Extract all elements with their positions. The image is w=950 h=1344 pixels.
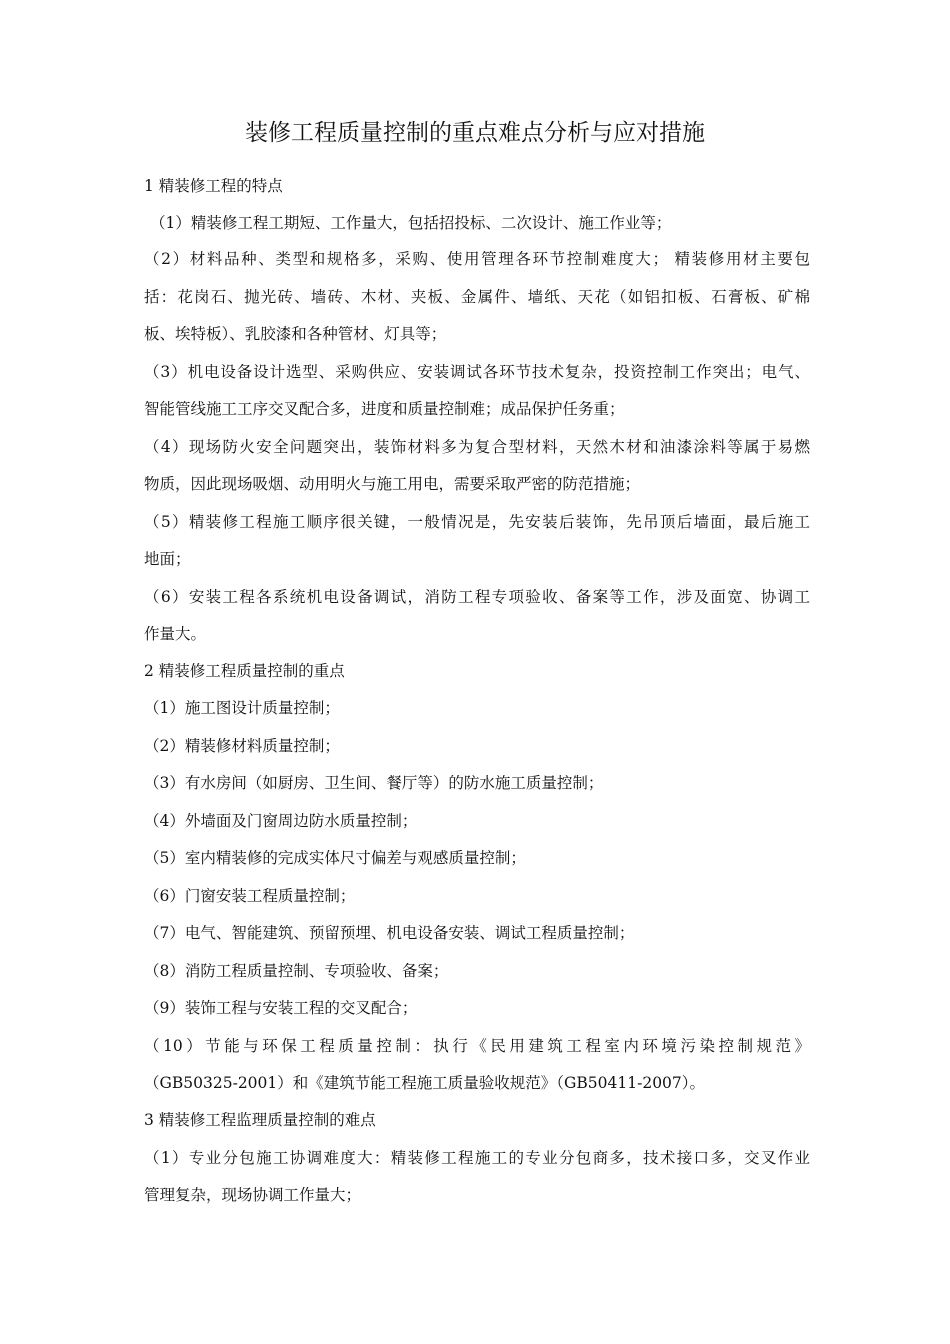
section-3-heading: 3 精装修工程监理质量控制的难点 — [144, 1111, 376, 1129]
section-2-item-4: （4）外墙面及门窗周边防水质量控制； — [144, 812, 418, 830]
section-2-item-3: （3）有水房间（如厨房、卫生间、餐厅等）的防水施工质量控制； — [144, 774, 604, 792]
section-1-item-3-line-2: 智能管线施工工序交叉配合多，进度和质量控制难；成品保护任务重； — [144, 400, 625, 418]
section-2-item-9: （9）装饰工程与安装工程的交叉配合； — [144, 999, 418, 1017]
section-1-item-6-line-1: （6）安装工程各系统机电设备调试，消防工程专项验收、备案等工作，涉及面宽、协调工 — [144, 588, 810, 606]
section-1-item-2-line-3: 板、埃特板）、乳胶漆和各种管材、灯具等； — [144, 325, 447, 343]
section-2-item-10-line-2: （GB50325-2001）和《建筑节能工程施工质量验收规范》（GB50411-2007）。 — [144, 1074, 706, 1092]
section-1-heading: 1 精装修工程的特点 — [144, 177, 283, 195]
section-2-heading: 2 精装修工程质量控制的重点 — [144, 662, 345, 680]
section-1-item-1: （1）精装修工程工期短、工作量大，包括招投标、二次设计、施工作业等； — [150, 214, 672, 232]
section-1-item-2-line-2: 括：花岗石、抛光砖、墙砖、木材、夹板、金属件、墙纸、天花（如铝扣板、石膏板、矿棉 — [144, 288, 810, 306]
section-1-item-2-line-1: （2）材料品种、类型和规格多，采购、使用管理各环节控制难度大； 精装修用材主要包 — [144, 250, 810, 268]
section-2-item-10-line-1: （10）节能与环保工程质量控制：执行《民用建筑工程室内环境污染控制规范》 — [144, 1037, 810, 1055]
section-1-item-3-line-1: （3）机电设备设计选型、采购供应、安装调试各环节技术复杂，投资控制工作突出；电气、 — [144, 363, 810, 381]
document-title: 装修工程质量控制的重点难点分析与应对措施 — [245, 120, 705, 146]
section-1-item-4-line-1: （4）现场防火安全问题突出，装饰材料多为复合型材料，天然木材和油漆涂料等属于易燃 — [144, 438, 810, 456]
section-1-item-5-line-1: （5）精装修工程施工顺序很关键，一般情况是，先安装后装饰，先吊顶后墙面，最后施工 — [144, 513, 810, 531]
section-2-item-6: （6）门窗安装工程质量控制； — [144, 887, 356, 905]
section-1-item-4-line-2: 物质，因此现场吸烟、动用明火与施工用电，需要采取严密的防范措施； — [144, 475, 641, 493]
section-2-item-1: （1）施工图设计质量控制； — [144, 699, 340, 717]
section-1-item-6-line-2: 作量大。 — [144, 625, 207, 643]
section-2-item-2: （2）精装修材料质量控制； — [144, 737, 340, 755]
section-2-item-8: （8）消防工程质量控制、专项验收、备案； — [144, 962, 449, 980]
section-2-item-5: （5）室内精装修的完成实体尺寸偏差与观感质量控制； — [144, 849, 526, 867]
section-3-item-1-line-2: 管理复杂，现场协调工作量大； — [144, 1186, 362, 1204]
section-2-item-7: （7）电气、智能建筑、预留预埋、机电设备安装、调试工程质量控制； — [144, 924, 635, 942]
section-3-item-1-line-1: （1）专业分包施工协调难度大：精装修工程施工的专业分包商多，技术接口多，交叉作业 — [144, 1149, 810, 1167]
section-1-item-5-line-2: 地面； — [144, 550, 191, 568]
